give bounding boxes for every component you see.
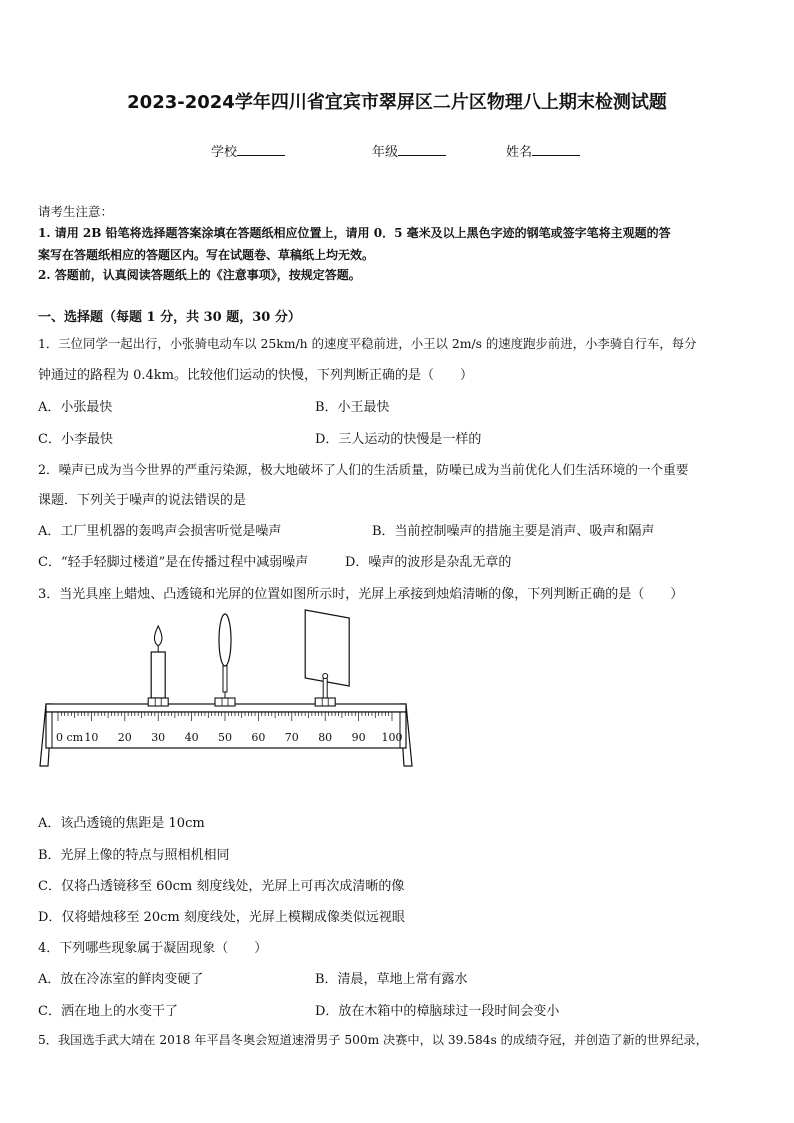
name-field[interactable] [506,141,580,160]
scale-tick-label: 40 [184,731,199,744]
scale-tick-label: 70 [284,731,299,744]
q1-option-b: B．小王最快 [315,400,390,415]
q2-option-b: B．当前控制噪声的措施主要是消声、吸声和隔声 [372,524,655,539]
q2-line-1: 2．噪声已成为当今世界的严重污染源，极大地破坏了人们的生活质量，防噪已成为当前优化人们生活环境的一个重要 [38,462,689,477]
q4-option-b: B．清晨，草地上常有露水 [315,972,468,987]
q3-option-c: C．仅将凸透镜移至 60cm 刻度线处，光屏上可再次成清晰的像 [38,879,405,894]
q2-line-2: 课题．下列关于噪声的说法错误的是 [38,493,247,508]
optical-bench-figure [36,606,416,776]
q5-line-1: 5．我国选手武大靖在 2018 年平昌冬奥会短道速滑男子 500m 决赛中，以 39.584s 的成绩夺冠，并创造了新的世界纪录， [38,1033,708,1047]
grade-field[interactable] [372,141,446,160]
school-blank[interactable] [237,142,285,156]
grade-label: 年级 [372,145,399,160]
q2-option-c: C．“轻手轻脚过楼道”是在传播过程中减弱噪声 [38,555,309,570]
school-label: 学校 [211,145,238,160]
scale-tick-label: 60 [251,731,266,744]
notice-item-1-line-1: 1. 请用 2B 铅笔将选择题答案涂填在答题纸相应位置上，请用 0．5 毫米及以上黑色字迹的钢笔或签字笔将主观题的答 [38,226,671,240]
light-screen [305,610,349,706]
name-label: 姓名 [506,145,533,160]
name-blank[interactable] [532,142,580,156]
q2-option-d: D．噪声的波形是杂乱无章的 [345,555,512,570]
section-1-heading: 一、选择题（每题 1 分，共 30 题，30 分） [38,310,301,325]
q3-option-b: B．光屏上像的特点与照相机相同 [38,848,230,863]
q3-option-a: A．该凸透镜的焦距是 10cm [38,816,205,831]
scale-tick-label: 50 [218,731,232,744]
q1-option-a: A．小张最快 [38,400,113,415]
scale-tick-label: 30 [151,731,166,744]
scale-tick-label: 80 [318,731,333,744]
q1-line-1: 1．三位同学一起出行，小张骑电动车以 25km/h 的速度平稳前进，小王以 2m/s 的速度跑步前进，小李骑自行车，每分 [38,336,697,351]
q1-option-d: D．三人运动的快慢是一样的 [315,432,482,447]
candle [148,626,168,706]
scale-tick-label: 10 [84,731,99,744]
notice-item-2: 2. 答题前，认真阅读答题纸上的《注意事项》，按规定答题。 [38,268,361,282]
q1-line-2: 钟通过的路程为 0.4km。比较他们运动的快慢，下列判断正确的是（ ） [38,368,474,383]
q4-option-d: D．放在木箱中的樟脑球过一段时间会变小 [315,1004,560,1019]
grade-blank[interactable] [398,142,446,156]
scale-tick-label: 90 [351,731,366,744]
notice-item-1-line-2: 案写在答题纸相应的答题区内。写在试题卷、草稿纸上均无效。 [38,248,375,262]
q3-line-1: 3．当光具座上蜡烛、凸透镜和光屏的位置如图所示时，光屏上承接到烛焰清晰的像，下列判断正确的是（ ） [38,587,684,602]
q4-option-c: C．洒在地上的水变干了 [38,1004,178,1019]
q4-option-a: A．放在冷冻室的鲜肉变硬了 [38,972,204,987]
school-field[interactable] [211,141,285,160]
scale-unit-label: 0 cm [56,731,84,744]
scale-tick-label: 20 [117,731,132,744]
q4-line-1: 4．下列哪些现象属于凝固现象（ ） [38,941,268,956]
q2-option-a: A．工厂里机器的轰鸣声会损害听觉是噪声 [38,524,282,539]
page-title: 2023-2024学年四川省宜宾市翠屏区二片区物理八上期末检测试题 [127,92,667,113]
convex-lens [215,614,235,706]
notice-heading: 请考生注意： [38,204,114,219]
q3-option-d: D．仅将蜡烛移至 20cm 刻度线处，光屏上模糊成像类似远视眼 [38,910,405,925]
q1-option-c: C．小李最快 [38,432,113,447]
scale-tick-label: 100 [381,731,403,744]
